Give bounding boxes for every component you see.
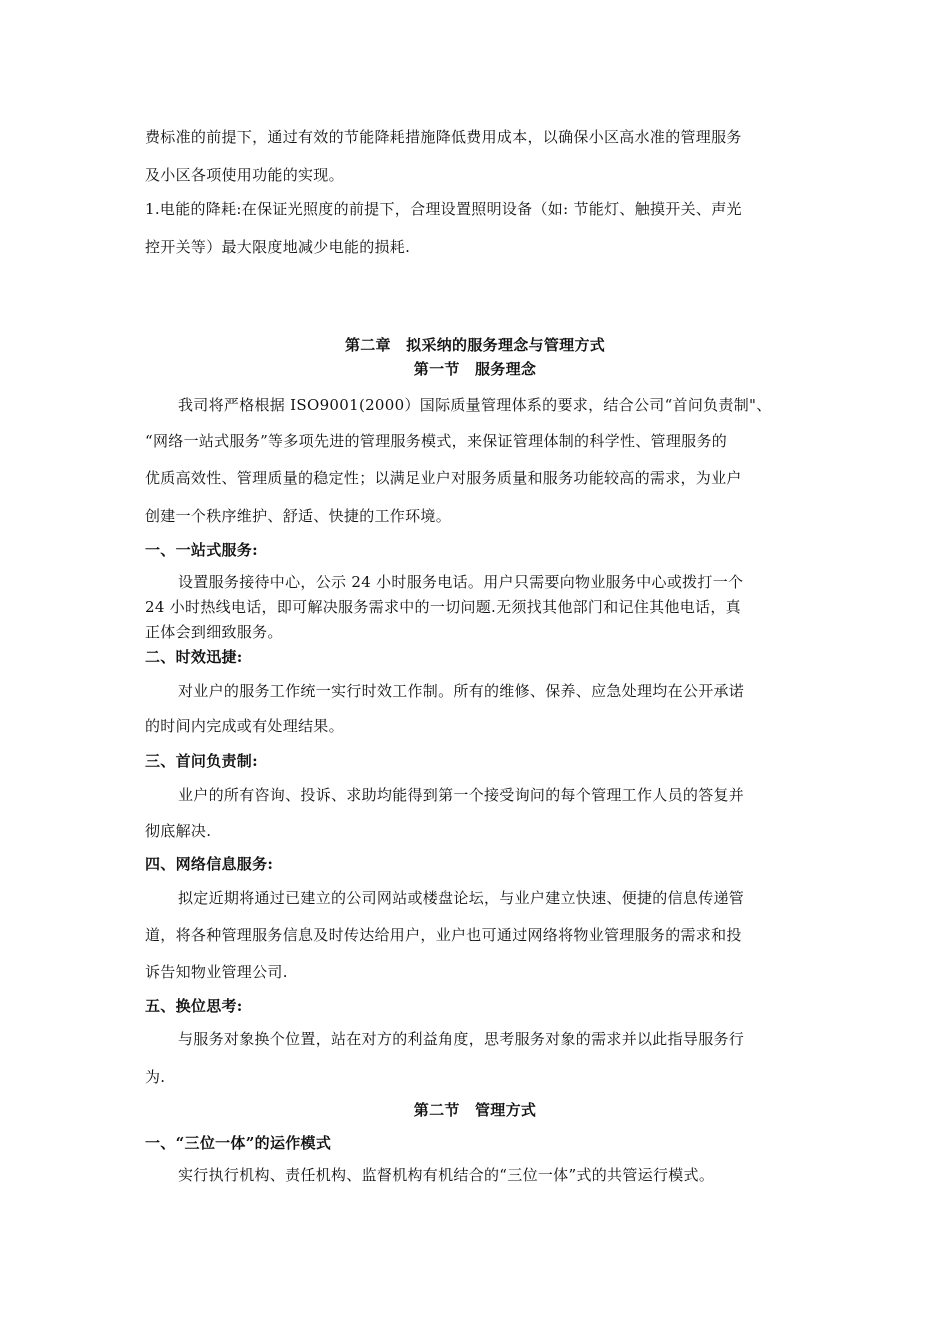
section-1-title: 第一节 服务理念 <box>413 360 537 378</box>
section-1-para-line: 我司将严格根据 ISO9001(2000）国际质量管理体系的要求，结合公司“首问负责制"、 <box>178 396 772 414</box>
item-text-line: 彻底解决. <box>145 822 212 840</box>
item-text-line: 为. <box>145 1068 166 1086</box>
section-1-para-line: 优质高效性、管理质量的稳定性；以满足业户对服务质量和服务功能较高的需求，为业户 <box>145 469 742 487</box>
item-text-line: 诉告知物业管理公司. <box>145 963 288 981</box>
item-heading: 一、一站式服务: <box>145 541 258 559</box>
item-text-line: 的时间内完成或有处理结果。 <box>145 717 344 735</box>
energy-item-line-2: 控开关等）最大限度地减少电能的损耗. <box>145 238 411 256</box>
section-1-para-line: 创建一个秩序维护、舒适、快捷的工作环境。 <box>145 507 452 525</box>
item-text-line: 与服务对象换个位置，站在对方的利益角度，思考服务对象的需求并以此指导服务行 <box>178 1030 745 1048</box>
item-text-line: 实行执行机构、责任机构、监督机构有机结合的“三位一体”式的共管运行模式。 <box>178 1166 715 1184</box>
item-heading: 四、网络信息服务: <box>145 855 274 873</box>
intro-line-2: 及小区各项使用功能的实现。 <box>145 166 344 184</box>
section-2-title: 第二节 管理方式 <box>413 1101 537 1119</box>
section-1-para-line: “网络一站式服务”等多项先进的管理服务模式，来保证管理体制的科学性、管理服务的 <box>145 432 728 450</box>
item-text-line: 业户的所有咨询、投诉、求助均能得到第一个接受询问的每个管理工作人员的答复并 <box>178 786 745 804</box>
item-text-line: 设置服务接待中心，公示 24 小时服务电话。用户只需要向物业服务中心或拨打一个 <box>178 573 744 591</box>
item-text-line: 对业户的服务工作统一实行时效工作制。所有的维修、保养、应急处理均在公开承诺 <box>178 682 745 700</box>
item-heading: 一、“三位一体”的运作模式 <box>145 1134 332 1152</box>
item-text-line: 正体会到细致服务。 <box>145 623 283 641</box>
item-text-line: 24 小时热线电话，即可解决服务需求中的一切问题.无须找其他部门和记住其他电话，真 <box>145 598 741 616</box>
energy-item-line-1: 1.电能的降耗:在保证光照度的前提下，合理设置照明设备（如: 节能灯、触摸开关、声光 <box>145 200 742 218</box>
item-heading: 三、首问负责制: <box>145 752 258 770</box>
item-text-line: 拟定近期将通过已建立的公司网站或楼盘论坛，与业户建立快速、便捷的信息传递管 <box>178 889 745 907</box>
item-heading: 二、时效迅捷: <box>145 648 243 666</box>
item-text-line: 道，将各种管理服务信息及时传达给用户，业户也可通过网络将物业管理服务的需求和投 <box>145 926 742 944</box>
item-heading: 五、换位思考: <box>145 997 243 1015</box>
chapter-title: 第二章 拟采纳的服务理念与管理方式 <box>344 336 606 354</box>
intro-line-1: 费标准的前提下，通过有效的节能降耗措施降低费用成本，以确保小区高水准的管理服务 <box>145 128 742 146</box>
